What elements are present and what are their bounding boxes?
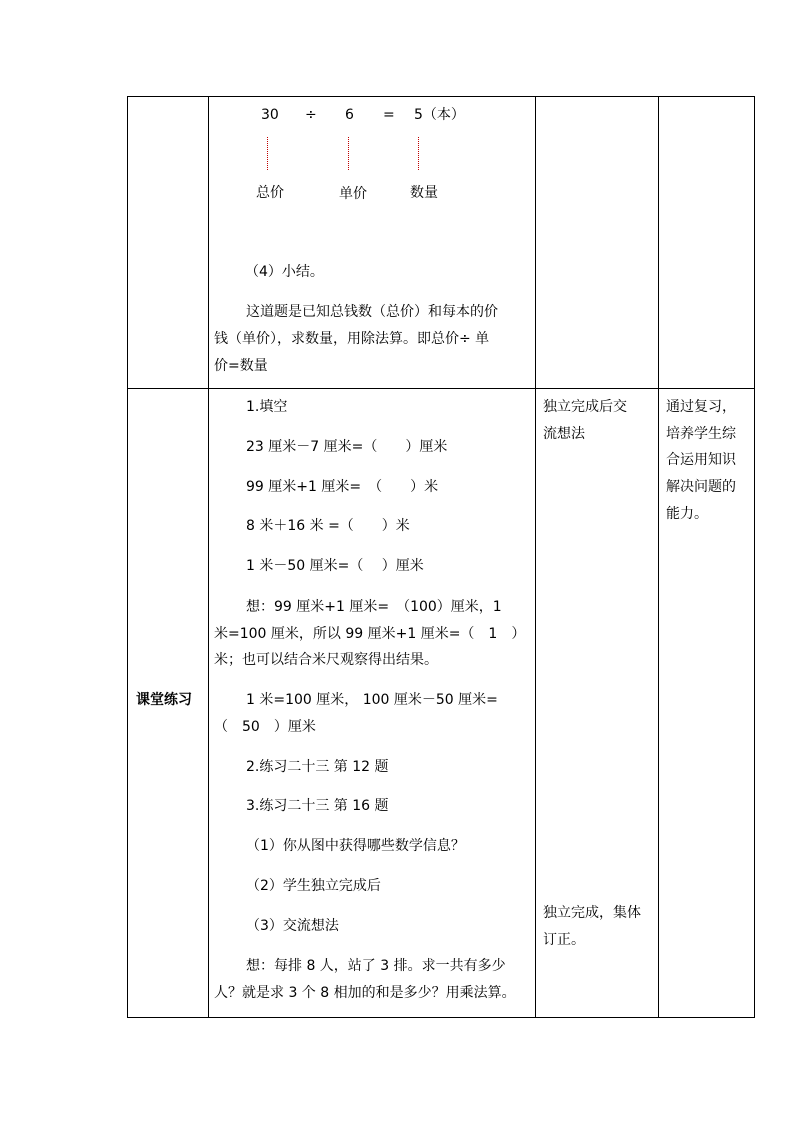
table-border-top <box>127 96 755 97</box>
table-column-divider-1 <box>208 96 209 1018</box>
intent-text: 能力。 <box>666 506 708 522</box>
summary-line: 这道题是已知总钱数（总价）和每本的价 <box>246 304 498 320</box>
equation-total-value: 30 <box>261 107 279 123</box>
intent-text: 合运用知识 <box>666 452 736 468</box>
intent-text: 培养学生综 <box>666 426 736 442</box>
equation-result: 5（本） <box>414 107 465 123</box>
section-label: 课堂练习 <box>136 692 192 708</box>
practice-line: 1 米－50 厘米=（ ）厘米 <box>246 558 424 574</box>
practice-line: 2.练习二十三 第 12 题 <box>246 759 389 775</box>
think-line: （ 50 ）厘米 <box>214 719 316 735</box>
practice-line: （1）你从图中获得哪些数学信息？ <box>246 838 465 854</box>
equation-equals-sign: = <box>383 107 395 123</box>
practice-line: 23 厘米－7 厘米=（ ）厘米 <box>246 439 448 455</box>
dotted-connector-1 <box>267 137 268 170</box>
activity-text: 独立完成，集体 <box>543 905 641 921</box>
intent-text: 通过复习， <box>666 399 736 415</box>
think-line: 米=100 厘米，所以 99 厘米+1 厘米=（ 1 ） <box>214 626 526 642</box>
table-border-bottom <box>127 1017 755 1018</box>
think-line: 人？就是求 3 个 8 相加的和是多少？用乘法算。 <box>214 985 516 1001</box>
table-column-divider-2 <box>535 96 536 1018</box>
think-line: 1 米=100 厘米， 100 厘米－50 厘米= <box>246 692 498 708</box>
dotted-connector-3 <box>418 137 419 170</box>
activity-text: 订正。 <box>543 932 585 948</box>
practice-line: （2）学生独立完成后 <box>246 878 381 894</box>
equation-divide-sign: ÷ <box>305 107 317 123</box>
think-line: 想：99 厘米+1 厘米= （100）厘米，1 <box>246 599 502 615</box>
label-total-price: 总价 <box>256 185 284 201</box>
table-row-divider <box>127 388 755 389</box>
intent-text: 解决问题的 <box>666 479 736 495</box>
practice-line: 99 厘米+1 厘米= （ ）米 <box>246 479 439 495</box>
summary-line: 钱（单价），求数量，用除法算。即总价÷ 单 <box>214 331 490 347</box>
label-unit-price: 单价 <box>339 186 367 202</box>
activity-text: 独立完成后交 <box>543 399 627 415</box>
think-line: 想：每排 8 人，站了 3 排。求一共有多少 <box>246 958 506 974</box>
dotted-connector-2 <box>348 137 349 170</box>
practice-line: 1.填空 <box>246 399 288 415</box>
think-line: 米；也可以结合米尺观察得出结果。 <box>214 652 438 668</box>
summary-heading: （4）小结。 <box>245 264 324 280</box>
label-quantity: 数量 <box>410 185 438 201</box>
table-border-left <box>127 96 128 1018</box>
practice-line: 8 米＋16 米 =（ ）米 <box>246 518 410 534</box>
equation-unit-price-value: 6 <box>345 107 354 123</box>
summary-line: 价=数量 <box>214 358 268 374</box>
practice-line: （3）交流想法 <box>246 918 339 934</box>
table-column-divider-3 <box>658 96 659 1018</box>
practice-line: 3.练习二十三 第 16 题 <box>246 798 389 814</box>
activity-text: 流想法 <box>543 426 585 442</box>
table-border-right <box>754 96 755 1018</box>
